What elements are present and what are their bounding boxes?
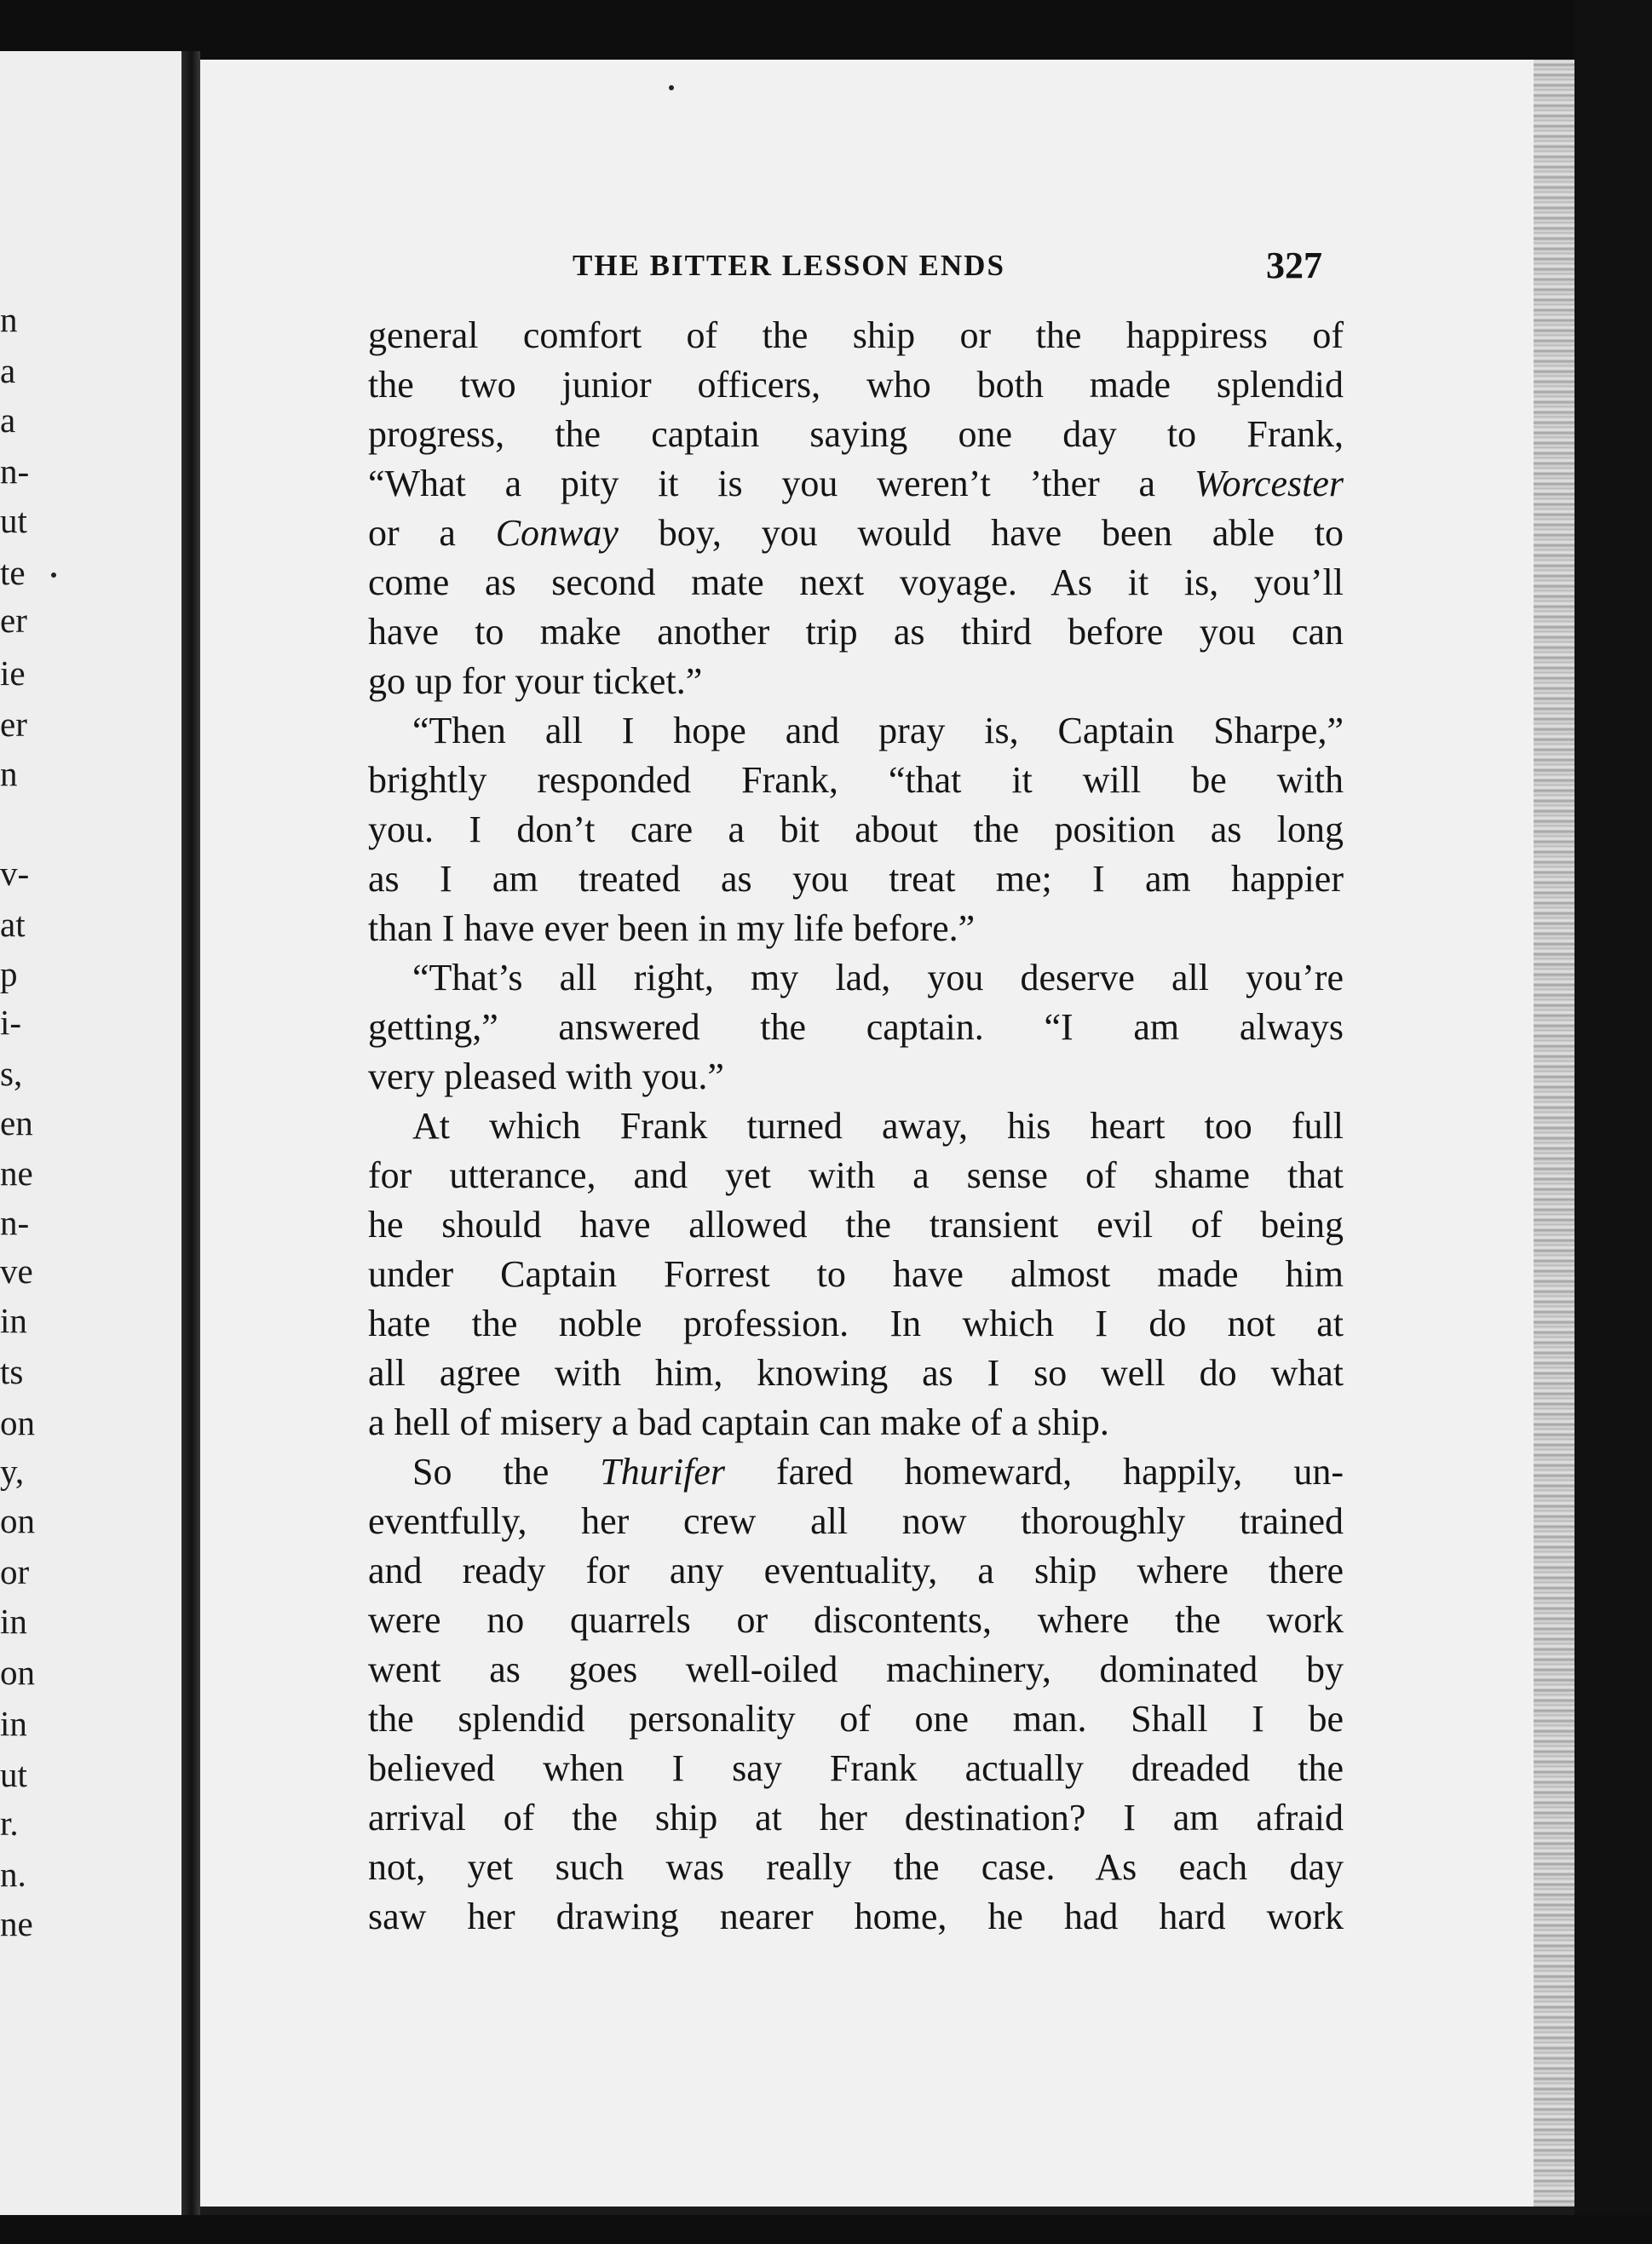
text-line: come as second mate next voyage. As it is, you’ll [368, 561, 1344, 603]
text-line: believed when I say Frank actually dreaded the [368, 1747, 1344, 1789]
text-line: “That’s all right, my lad, you deserve all you’re [412, 957, 1344, 998]
text-line [368, 459, 1344, 509]
scan-speck [669, 85, 674, 90]
text-line: getting,” answered the captain. “I am always [368, 1006, 1344, 1048]
previous-page-fragment: s, [0, 1054, 23, 1093]
previous-page-fragment: v- [0, 854, 30, 893]
previous-page-fragment: en [0, 1103, 33, 1142]
previous-page-fragment: a [0, 400, 16, 440]
previous-page-fragment: ut [0, 1755, 27, 1794]
previous-page-fragment: p [0, 954, 18, 993]
body-text [368, 311, 1344, 1942]
scan-right-margin [1574, 0, 1652, 2244]
text-line: were no quarrels or discontents, where the work [368, 1599, 1344, 1641]
text-span: boy, you would have been able to [618, 512, 1344, 554]
text-line: brightly responded Frank, “that it will be with [368, 759, 1344, 801]
previous-page-fragment: at [0, 905, 26, 944]
previous-page-fragment: n- [0, 1203, 30, 1242]
previous-page-fragment: ut [0, 501, 27, 540]
text-line [368, 509, 1344, 558]
text-line: for utterance, and yet with a sense of shame that [368, 1154, 1344, 1196]
text-line: all agree with him, knowing as I so well do what [368, 1352, 1344, 1394]
text-line: the two junior officers, who both made splendid [368, 364, 1344, 406]
previous-page-fragment: i- [0, 1003, 22, 1042]
previous-page-fragment: ie [0, 653, 26, 693]
text-span: So the [412, 1451, 601, 1493]
italic-ship-name: Worcester [1194, 463, 1344, 504]
previous-page-fragment: n [0, 300, 18, 339]
previous-page-fragment: er [0, 705, 27, 744]
text-line: eventfully, her crew all now thoroughly trained [368, 1500, 1344, 1542]
text-span: or a [368, 512, 496, 554]
text-line: go up for your ticket.” [368, 660, 703, 702]
text-line: went as goes well-oiled machinery, dominated by [368, 1648, 1344, 1690]
chapter-title: THE BITTER LESSON ENDS [573, 249, 1005, 282]
previous-page-fragment: in [0, 1704, 27, 1743]
text-line: under Captain Forrest to have almost made him [368, 1253, 1344, 1295]
previous-page-fragment: r. [0, 1804, 19, 1843]
previous-page-fragment: ne [0, 1154, 33, 1193]
scan-top-margin [0, 0, 1652, 66]
scan-bottom-margin [0, 2215, 1652, 2244]
previous-page-fragment: a [0, 351, 16, 390]
text-line: a hell of misery a bad captain can make of a ship. [368, 1401, 1109, 1443]
previous-page-fragment: or [0, 1552, 30, 1591]
previous-page-fragment: te [0, 553, 26, 592]
previous-page-fragment: on [0, 1501, 35, 1540]
previous-page-fragment: in [0, 1301, 27, 1340]
previous-page-fragment: n. [0, 1855, 26, 1894]
text-line: saw her drawing nearer home, he had hard work [368, 1896, 1344, 1937]
previous-page-fragment: on [0, 1403, 35, 1442]
previous-page-fragment: n [0, 754, 18, 793]
text-line: as I am treated as you treat me; I am happier [368, 858, 1344, 900]
italic-ship-name: Conway [495, 512, 619, 554]
previous-page-fragment: on [0, 1653, 35, 1692]
text-line: the splendid personality of one man. Shall I be [368, 1698, 1344, 1740]
text-line: have to make another trip as third before you can [368, 611, 1344, 653]
previous-page-fragment: y, [0, 1452, 25, 1491]
running-head [573, 245, 1322, 300]
text-line: than I have ever been in my life before.” [368, 907, 976, 949]
previous-page-fragment: n- [0, 452, 30, 491]
text-span: fared homeward, happily, un- [725, 1451, 1344, 1493]
text-line: At which Frank turned away, his heart too full [412, 1105, 1344, 1147]
previous-page-edge [0, 51, 183, 2215]
text-line: you. I don’t care a bit about the position as long [368, 808, 1344, 850]
book-gutter [181, 51, 200, 2215]
previous-page-fragment: in [0, 1602, 27, 1641]
page-block-edge [1534, 60, 1578, 2207]
text-line: hate the noble profession. In which I do not at [368, 1303, 1344, 1344]
text-line: and ready for any eventuality, a ship where there [368, 1550, 1344, 1591]
text-line: arrival of the ship at her destination? I am afraid [368, 1797, 1344, 1838]
text-line: not, yet such was really the case. As each day [368, 1846, 1344, 1888]
text-line [368, 1447, 1344, 1497]
previous-page-fragment: ve [0, 1251, 33, 1291]
previous-page-fragment: er [0, 601, 27, 640]
text-line: progress, the captain saying one day to Frank, [368, 413, 1344, 455]
scan-speck [51, 573, 56, 578]
previous-page-fragment: ts [0, 1352, 24, 1391]
text-span: “What a pity it is you weren’t ’ther a [368, 463, 1194, 504]
text-line: “Then all I hope and pray is, Captain Sharpe,” [412, 710, 1344, 751]
page-number: 327 [1266, 245, 1322, 286]
text-line: very pleased with you.” [368, 1056, 724, 1097]
text-line: he should have allowed the transient evil of being [368, 1204, 1344, 1246]
previous-page-fragment: ne [0, 1904, 33, 1943]
text-line: general comfort of the ship or the happiress of [368, 314, 1344, 356]
italic-ship-name: Thurifer [600, 1451, 725, 1493]
